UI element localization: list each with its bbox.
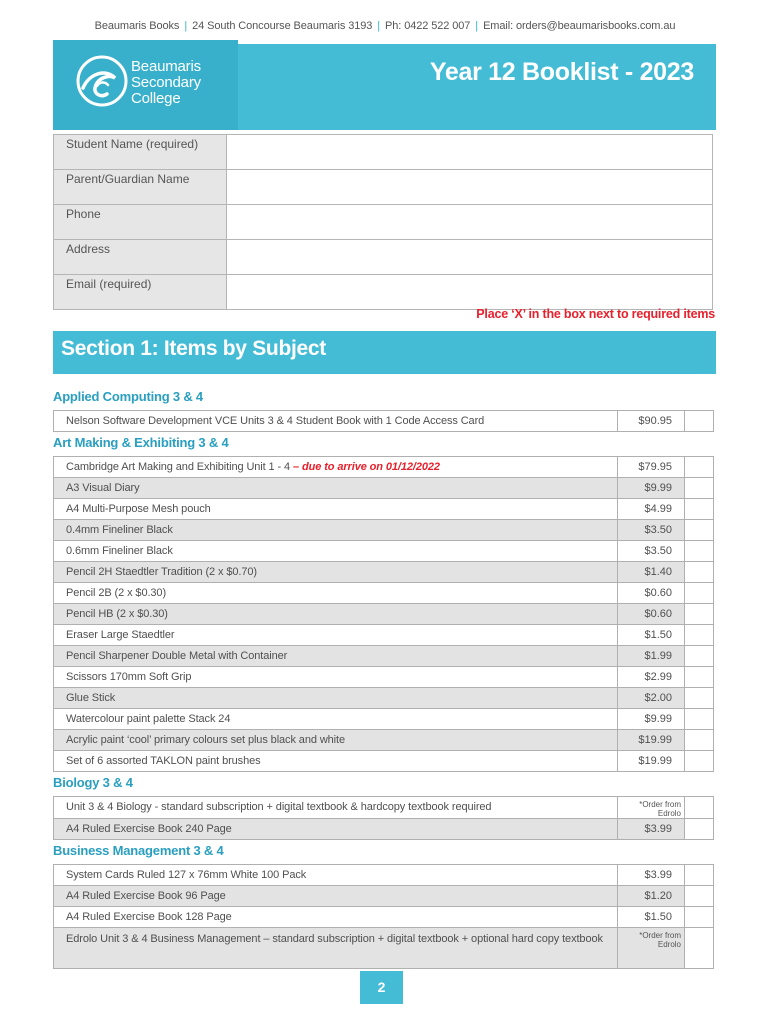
item-description: Watercolour paint palette Stack 24 [54,709,618,730]
address-field[interactable] [227,240,713,275]
arrival-note: – due to arrive on 01/12/2022 [290,461,440,473]
item-checkbox[interactable] [685,562,714,583]
item-price: $9.99 [618,709,685,730]
guardian-name-label: Parent/Guardian Name [54,170,227,205]
item-price: $1.99 [618,646,685,667]
item-checkbox[interactable] [685,625,714,646]
item-checkbox[interactable] [685,411,714,432]
student-name-field[interactable] [227,135,713,170]
item-description: Set of 6 assorted TAKLON paint brushes [54,751,618,772]
student-name-label: Student Name (required) [54,135,227,170]
item-price: $1.50 [618,907,685,928]
item-price: *Order from Edrolo [618,928,685,969]
item-description: Pencil HB (2 x $0.30) [54,604,618,625]
item-price: $0.60 [618,583,685,604]
item-description: A3 Visual Diary [54,478,618,499]
item-description: Unit 3 & 4 Biology - standard subscription + digital textbook & hardcopy textbook required [54,797,618,819]
item-checkbox[interactable] [685,604,714,625]
subject-items [53,456,714,772]
item-price: *Order from Edrolo [618,797,685,819]
item-price: $2.99 [618,667,685,688]
item-price: $3.99 [618,865,685,886]
item-checkbox[interactable] [685,520,714,541]
item-price: $79.95 [618,457,685,478]
item-price: $0.60 [618,604,685,625]
email-label: Email (required) [54,275,227,310]
address-label: Address [54,240,227,275]
item-description: Nelson Software Development VCE Units 3 & 4 Student Book with 1 Code Access Card [54,411,618,432]
separator: | [475,20,479,32]
subject-heading: Art Making & Exhibiting 3 & 4 [53,435,229,450]
item-checkbox[interactable] [685,646,714,667]
subject-heading: Biology 3 & 4 [53,775,133,790]
page-number: 2 [360,971,403,1004]
subject-items [53,864,714,969]
item-price: $90.95 [618,411,685,432]
item-checkbox[interactable] [685,541,714,562]
section-header [53,331,716,374]
subject-heading: Applied Computing 3 & 4 [53,389,203,404]
item-description: Glue Stick [54,688,618,709]
phone-label: Phone [54,205,227,240]
item-description: Pencil 2H Staedtler Tradition (2 x $0.70) [54,562,618,583]
item-checkbox[interactable] [685,865,714,886]
item-description: A4 Ruled Exercise Book 128 Page [54,907,618,928]
subject-items [53,410,714,432]
page-title: Year 12 Booklist - 2023 [429,58,694,86]
item-description: Pencil 2B (2 x $0.30) [54,583,618,604]
item-checkbox[interactable] [685,478,714,499]
item-description: A4 Multi-Purpose Mesh pouch [54,499,618,520]
item-price: $4.99 [618,499,685,520]
item-description: System Cards Ruled 127 x 76mm White 100 Pack [54,865,618,886]
separator: | [377,20,381,32]
item-description: A4 Ruled Exercise Book 96 Page [54,886,618,907]
item-price: $3.50 [618,520,685,541]
item-price: $19.99 [618,730,685,751]
item-price: $19.99 [618,751,685,772]
student-details-form [53,134,713,310]
item-description: Cambridge Art Making and Exhibiting Unit 1 - 4 – due to arrive on 01/12/2022 [54,457,618,478]
instruction-note: Place ‘X’ in the box next to required items [476,307,715,321]
school-logo [53,40,238,130]
subject-heading: Business Management 3 & 4 [53,843,224,858]
store-phone: Ph: 0422 522 007 [385,20,471,32]
item-price: $1.20 [618,886,685,907]
wave-logo-icon [75,54,129,108]
store-address: 24 South Concourse Beaumaris 3193 [192,20,373,32]
subject-items [53,796,714,840]
item-checkbox[interactable] [685,457,714,478]
logo-text: Beaumaris Secondary College [131,58,201,107]
item-description: Acrylic paint ‘cool’ primary colours set plus black and white [54,730,618,751]
item-price: $3.50 [618,541,685,562]
item-description: Pencil Sharpener Double Metal with Container [54,646,618,667]
item-checkbox[interactable] [685,886,714,907]
store-contact-line [0,20,770,32]
item-price: $9.99 [618,478,685,499]
item-description: 0.4mm Fineliner Black [54,520,618,541]
item-checkbox[interactable] [685,730,714,751]
guardian-name-field[interactable] [227,170,713,205]
item-checkbox[interactable] [685,797,714,819]
phone-field[interactable] [227,205,713,240]
item-price: $2.00 [618,688,685,709]
item-price: $1.40 [618,562,685,583]
item-description: Scissors 170mm Soft Grip [54,667,618,688]
item-description: A4 Ruled Exercise Book 240 Page [54,819,618,840]
item-checkbox[interactable] [685,499,714,520]
store-email: Email: orders@beaumarisbooks.com.au [483,20,676,32]
item-checkbox[interactable] [685,667,714,688]
item-checkbox[interactable] [685,709,714,730]
section-title: Section 1: Items by Subject [61,337,326,360]
store-name: Beaumaris Books [94,20,180,32]
item-checkbox[interactable] [685,583,714,604]
item-price: $1.50 [618,625,685,646]
item-checkbox[interactable] [685,907,714,928]
item-price: $3.99 [618,819,685,840]
item-checkbox[interactable] [685,688,714,709]
booklist-content [53,386,716,969]
item-description: Eraser Large Staedtler [54,625,618,646]
separator: | [184,20,188,32]
item-description: Edrolo Unit 3 & 4 Business Management – standard subscription + digital textbook + optional hard copy textbook [54,928,618,969]
item-checkbox[interactable] [685,928,714,969]
item-checkbox[interactable] [685,751,714,772]
item-description: 0.6mm Fineliner Black [54,541,618,562]
item-checkbox[interactable] [685,819,714,840]
email-field[interactable] [227,275,713,310]
